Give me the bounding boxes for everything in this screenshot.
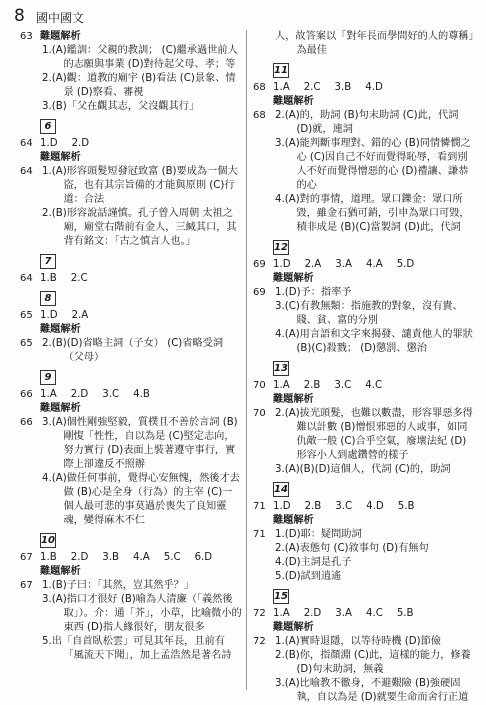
answer-item: 3.C [335,501,353,512]
section-box [20,114,242,137]
block-row [20,272,242,286]
answer-item: 2.B [304,501,322,512]
answer-item: 5.C [163,552,181,563]
answer-item: 2.A [71,310,89,321]
page-ref: 69 [253,287,266,298]
explanation-item: 5.出「自首臥松雲」可見其年長，且前有「風流天下聞」，加上孟浩然是著名詩 [42,636,232,661]
explanation [40,337,242,365]
column-divider [246,30,247,690]
block-row [253,621,475,635]
page-ref: 66 [20,417,33,428]
block-row [253,109,475,235]
section-box [20,286,242,309]
answer-item: 3.C [334,380,352,391]
block-row [253,81,475,95]
answer-item: 1.D [40,138,58,149]
explanation-item: 4.(A)做任何事前，覺得心安無愧，然後才去做 (B)心是全身（行為）的主宰 (C)一個人最可悲的事莫過於喪失了良知靈魂，變得麻木不仁 [42,473,240,526]
block-row [20,165,242,249]
explanation [40,579,242,663]
page-ref: 66 [20,389,33,400]
answer-item: 4.D [366,501,384,512]
right-column [253,30,475,705]
page-ref: 70 [253,408,266,419]
explanation-item: 3.(A)指口才很好 (B)喻為人清廉（「義然後取」）。介：通「芥」，小草，比喻微小的東西 (D)指人緣很好，朋友很多 [42,594,242,633]
answer-item: 3.A [335,608,352,619]
analysis-heading: 難題解析 [273,273,314,284]
page-ref: 67 [20,552,33,563]
analysis-heading: 難題解析 [273,96,314,107]
explanation-item: 2.(B)(D)省略主詞（子女） (C)省略受詞（父母） [42,338,224,363]
page-header [14,6,472,28]
block-row [20,151,242,165]
page-ref: 72 [253,636,266,647]
analysis-heading: 難題解析 [273,515,314,526]
answer-item: 2.C [70,273,88,284]
section-number: 13 [274,363,288,374]
explanation [40,416,242,528]
answer-row [40,309,242,323]
page-ref: 65 [20,310,33,321]
block-row [253,635,475,705]
block-row [20,388,242,402]
analysis-heading: 難題解析 [273,394,314,405]
block-row [253,500,475,514]
explanation-item: 1.(A)形容頭髮短發冠致富 (B)要成為一個大盜，也有其宗旨備的才能與原則 (C)行道：合法 [42,166,238,205]
answer-item: 2.C [303,82,321,93]
section-number: 14 [274,484,288,495]
block-row [20,416,242,528]
explanation [273,286,475,356]
answer-item: 5.D [396,259,415,270]
block-row [253,30,475,58]
section-number: 15 [274,591,288,602]
explanation [273,635,475,705]
block-row [253,514,475,528]
explanation-item: 1.(A)實時退隱，以等待時機 (D)節儉 [275,636,441,647]
explanation-item: 1.(D)予：指率予 [275,287,352,298]
page-ref: 68 [253,82,266,93]
page-title: 國中國文 [36,11,85,25]
section-box [253,58,475,81]
answer-item: 1.A [273,608,290,619]
explanation-item: 3.(A)比喻教不徹身，不避艱險 (B)強硬固執，自以為是 (D)就要生命而舍行正道 [275,678,469,703]
explanation-item: 5.(D)試到逍遙 [275,571,342,582]
analysis-heading: 難題解析 [40,324,81,335]
answer-row [273,379,475,393]
analysis-heading: 難題解析 [40,566,81,577]
answer-row [273,258,475,272]
page-ref: 64 [20,138,33,149]
page-ref: 68 [253,110,266,121]
section-number: 11 [274,65,288,76]
block-row [253,258,475,272]
answer-item: 1.D [273,259,291,270]
analysis-heading: 難題解析 [40,403,81,414]
section-box [253,584,475,607]
block-row [20,309,242,323]
explanation-item: 1.(B)子曰：「其然，豈其然乎？」 [42,580,195,591]
block-row [253,407,475,477]
explanation-item: 2.(A)拔光頭髮，也難以數盡，形容罪惡多得難以計數 (B)憎恨邪惡的人或事，如同仇敵一般 (C)合乎空氣，廢壞法紀 (D)形容小人到處鑽營的樣子 [275,408,473,461]
answer-item: 3.A [335,259,352,270]
answer-row [273,500,475,514]
block-row [20,402,242,416]
answer-item: 4.A [133,552,150,563]
analysis-heading: 難題解析 [40,31,81,42]
page-ref: 69 [253,259,266,270]
explanation-item: 3.(A)能判斷事理對、錯的心 (B)同情憐憫之心 (C)因自己不好而覺得恥辱，看到別人不好而覺得憎惡的心 (D)禮讓、謙恭的心 [275,138,471,191]
left-column [20,30,242,663]
answer-item: 6.D [194,552,213,563]
answer-item: 3.B [334,82,352,93]
page-ref: 67 [20,580,33,591]
answer-item: 1.A [273,380,290,391]
block-row [253,528,475,584]
section-number: 6 [40,119,56,134]
answer-item: 2.D [303,608,322,619]
answer-item: 5.B [396,608,414,619]
answer-item: 1.B [40,552,57,563]
block-row [253,607,475,621]
section-box [253,477,475,500]
explanation-item: 2.(B)你，指顏淵 (C)此，這樣的能力，修養 (D)句末助詞，無義 [275,650,471,675]
answer-row [273,81,475,95]
page-ref: 64 [20,166,33,177]
page-ref: 71 [253,501,266,512]
answer-item: 4.C [365,608,383,619]
explanation [40,44,242,114]
explanation-item: 4.(D)主詞是孔子 [275,557,352,568]
answer-item: 4.B [133,389,150,400]
explanation-item: 2.(A)的，助詞 (B)句末助詞 (C)此，代詞 (D)就，連詞 [275,110,459,135]
explanation-item: 3.(A)(B)(D)這個人，代詞 (C)的，助詞 [275,464,451,475]
block-row [20,44,242,114]
block-row [20,565,242,579]
block-row [253,95,475,109]
answer-item: 4.C [365,380,383,391]
answer-item: 1.D [40,310,58,321]
section-box [253,356,475,379]
answer-item: 1.A [40,389,57,400]
section-box [20,249,242,272]
answer-row [40,272,242,286]
explanation-item: 2.(A)觀：道教的廟宇 (B)看法 (C)景象、情景 (D)察看、審視 [42,73,236,98]
explanation [40,165,242,249]
block-row [253,272,475,286]
block-row [20,30,242,44]
page-ref: 70 [253,380,266,391]
explanation-item: 4.(A)對的事情，道理。眾口鑠金：眾口所毀，雖金石猶可銷，引申為眾口可毀，積非成是 (B)(C)當製詞 (D)此，代詞 [275,194,470,233]
block-row [20,551,242,565]
page-ref: 63 [20,31,33,42]
answer-row [40,137,242,151]
page-ref: 71 [253,529,266,540]
block-row [253,286,475,356]
block-row [20,579,242,663]
analysis-heading: 難題解析 [273,622,314,633]
answer-row [40,551,242,565]
explanation [273,109,475,235]
block-row [253,379,475,393]
answer-item: 2.D [70,552,89,563]
section-number: 12 [274,242,288,253]
page-ref: 65 [20,338,33,349]
explanation-item: 2.(A)表態句 (C)敘事句 (D)有無句 [275,543,429,554]
answer-item: 3.C [102,389,120,400]
analysis-heading: 難題解析 [40,152,81,163]
answer-item: 2.D [70,389,89,400]
explanation-item: 3.(B)「父在觀其志，父沒觀其行」 [42,101,200,112]
explanation-item: 人，故答案以「對年長而學問好的人的尊稱」為最佳 [275,31,474,56]
explanation-item: 1.(A)鑑訓：父親的教訓； (C)繼承過世前人的志願與事業 (D)對待起父母、孝；等 [42,45,238,70]
page-number: 8 [14,6,25,26]
answer-item: 4.D [365,82,383,93]
answer-row [40,388,242,402]
section-box [253,235,475,258]
block-row [253,393,475,407]
answer-item: 1.B [40,273,57,284]
page-ref: 72 [253,608,266,619]
block-row [20,137,242,151]
explanation [273,30,475,58]
page-ref: 64 [20,273,33,284]
explanation [273,407,475,477]
answer-item: 1.A [273,82,290,93]
explanation-item: 3.(A)個性剛強堅毅，質樸且不善於言詞 (B)剛愎「性性，自以為是 (C)堅定志向，努力實行 (D)表面上裝著遵守事行，實際上卻違反不照辦 [42,417,238,470]
explanation [273,528,475,584]
section-number: 9 [40,370,56,385]
answer-item: 4.A [365,259,383,270]
answer-item: 2.A [304,259,322,270]
section-number: 7 [40,254,56,269]
explanation-item: 4.(A)用言語和文字來揭發、譴責他人的罪狀 (B)(C)殺戮； (D)懲罰、懲治 [275,329,473,354]
block-row [20,337,242,365]
answer-item: 2.D [71,138,90,149]
answer-row [273,607,475,621]
explanation-item: 1.(D)耶：疑問助詞 [275,529,362,540]
answer-item: 1.D [273,501,291,512]
section-box [20,528,242,551]
section-number: 8 [40,291,56,306]
explanation-item: 3.(C)有教無類：指施教的對象，沒有貴、賤、貧、富的分別 [275,301,463,326]
section-number: 10 [41,535,55,546]
explanation-item: 2.(B)形容說話謹慎。孔子曾入周朝 太祖之廟，廟堂右階前有金人，三緘其口，其背有銘文：「古之慎言人也。」 [42,208,237,247]
block-row [20,323,242,337]
section-box [20,365,242,388]
answer-item: 5.B [397,501,415,512]
answer-item: 3.B [102,552,120,563]
answer-item: 2.B [303,380,321,391]
